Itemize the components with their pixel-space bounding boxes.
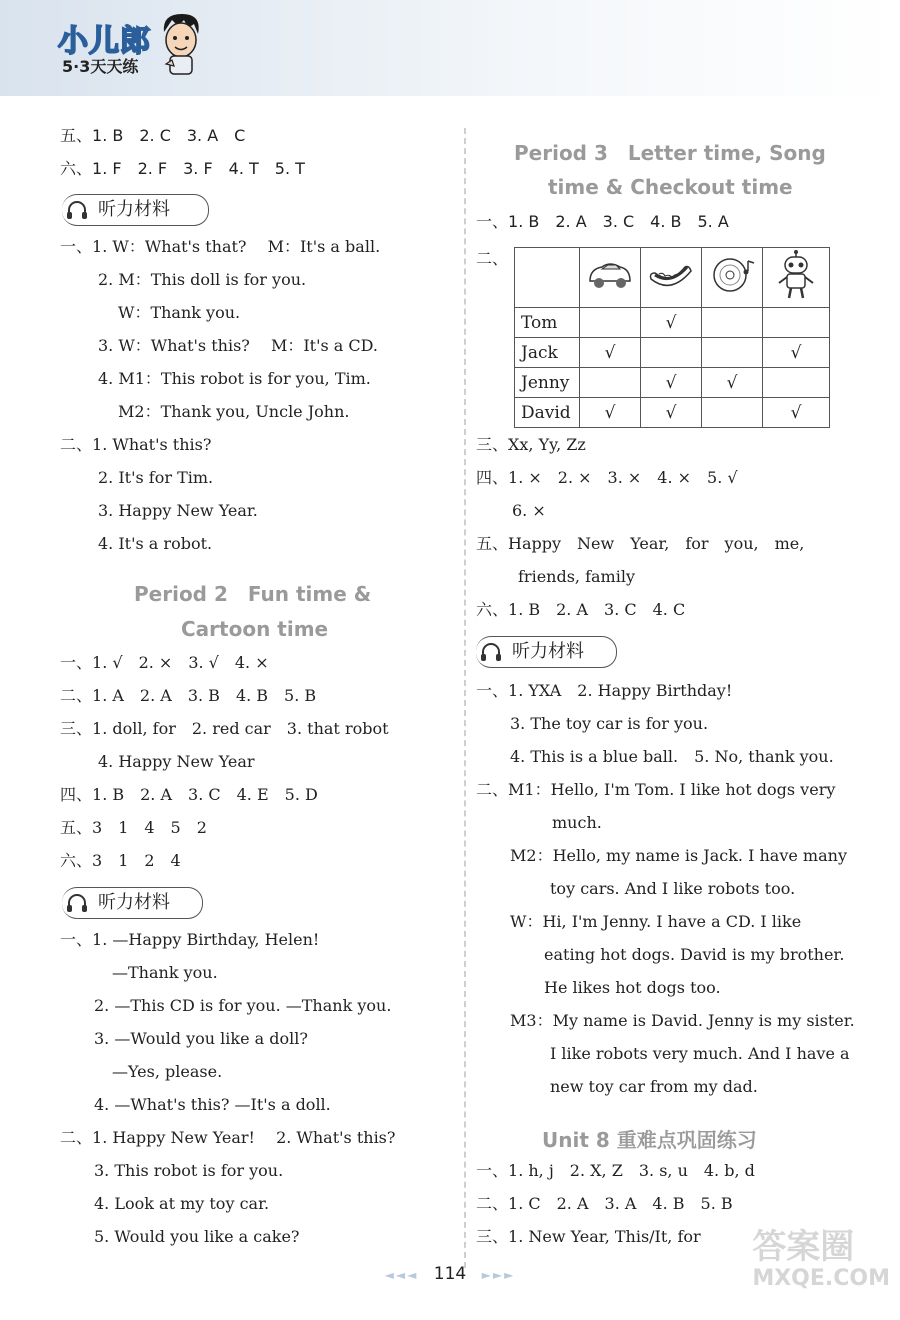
answer-text: 1. Happy New Year! 2. What's this? <box>92 1128 396 1147</box>
answer-text: 4. This is a blue ball. 5. No, thank you. <box>510 747 834 766</box>
answer-line <box>60 685 316 707</box>
answer-line <box>94 1193 269 1215</box>
answer-text: toy cars. And I like robots too. <box>550 879 796 898</box>
watermark-title: 答案圈 <box>752 1227 855 1267</box>
table-cell <box>580 308 641 338</box>
section-label: 四、 <box>60 785 93 804</box>
answer-text: 1. What's this? <box>92 435 212 454</box>
answer-line <box>118 401 349 423</box>
listening-material-tag <box>476 636 617 668</box>
section-label: 五、 <box>60 818 93 837</box>
section-label: 三、 <box>476 1227 509 1246</box>
answer-text: 1. √ 2. × 3. √ 4. × <box>92 653 269 672</box>
answer-text: W：Hi, I'm Jenny. I have a CD. I like <box>510 912 802 931</box>
answer-text: 6. × <box>512 501 546 520</box>
answer-text: 1. B 2. A 3. C 4. C <box>508 600 686 619</box>
section-label: 六、 <box>476 600 509 619</box>
answer-text: Happy New Year, for you, me, <box>508 534 805 553</box>
answer-line <box>476 779 835 801</box>
answer-line <box>60 652 269 674</box>
answer-line <box>60 817 207 839</box>
answer-line <box>60 784 318 806</box>
page-number: 114 <box>433 1264 467 1284</box>
answer-text: 1. C 2. A 3. A 4. B 5. B <box>508 1194 733 1213</box>
table-cell: √ <box>763 338 830 368</box>
answer-text: friends, family <box>518 567 635 586</box>
period-2-title: Period 2 Fun time & <box>134 582 372 606</box>
section-label: 三、 <box>60 719 93 738</box>
answer-text: M2：Hello, my name is Jack. I have many <box>510 846 847 865</box>
answer-text: M2：Thank you, Uncle John. <box>118 402 350 421</box>
table-cell <box>702 308 763 338</box>
answer-line <box>94 1160 283 1182</box>
answer-text: 4. Happy New Year <box>98 752 255 771</box>
answer-line <box>476 1226 701 1248</box>
cartoon-boy-icon <box>158 10 204 76</box>
listening-material-label: 听力材料 <box>98 892 170 913</box>
listening-material-tag <box>62 887 203 919</box>
answer-line <box>60 929 319 951</box>
headphones-icon <box>66 200 88 220</box>
answer-text: —Yes, please. <box>112 1062 223 1081</box>
answer-text: W：Thank you. <box>118 303 241 322</box>
listening-material-tag <box>62 194 209 226</box>
answer-line <box>98 500 258 522</box>
page-header <box>0 0 900 96</box>
section-label: 二、 <box>60 435 93 454</box>
table-row-name: Jack <box>515 338 580 368</box>
section-label: 二、 <box>476 780 509 799</box>
table-row-name: David <box>515 398 580 428</box>
answer-text: He likes hot dogs too. <box>544 978 721 997</box>
answer-line <box>550 1043 850 1065</box>
headphones-icon <box>66 893 88 913</box>
toy-car-icon <box>584 257 636 293</box>
headphones-icon <box>480 642 502 662</box>
answer-text: much. <box>552 813 602 832</box>
answer-text: 1. B 2. A 3. C 4. E 5. D <box>92 785 318 804</box>
table-cell: √ <box>580 338 641 368</box>
table-header-cell <box>580 248 641 308</box>
brand-logo <box>58 16 158 78</box>
answer-text: —Thank you. <box>112 963 218 982</box>
answer-text: M3：My name is David. Jenny is my sister. <box>510 1011 855 1030</box>
table-corner <box>515 248 580 308</box>
watermark-site: MXQE.COM <box>752 1266 890 1291</box>
answer-text: 4. Look at my toy car. <box>94 1194 270 1213</box>
answer-line <box>98 751 255 773</box>
answer-text: I like robots very much. And I have a <box>550 1044 850 1063</box>
answer-line <box>518 566 635 588</box>
table-row-name: Jenny <box>515 368 580 398</box>
answer-line <box>552 812 602 834</box>
column-divider <box>464 128 466 1268</box>
section-label: 一、 <box>476 1161 509 1180</box>
listening-material-label: 听力材料 <box>512 641 584 662</box>
next-arrows: ►►► <box>481 1268 516 1282</box>
brand-name: 小儿郎 <box>58 24 151 59</box>
section-label: 一、 <box>60 237 93 256</box>
answer-text: eating hot dogs. David is my brother. <box>544 945 845 964</box>
table-cell: √ <box>763 398 830 428</box>
hot-dog-icon <box>645 257 697 293</box>
unit-8-title: Unit 8 重难点巩固练习 <box>542 1128 757 1152</box>
answer-line <box>60 1127 395 1149</box>
answer-text: 3 1 2 4 <box>92 851 181 870</box>
answer-text: 1. W：What's that? M：It's a ball. <box>92 237 381 256</box>
answer-line <box>510 713 708 735</box>
watermark <box>752 1228 890 1292</box>
answer-line <box>94 1226 300 1248</box>
answer-line <box>544 944 844 966</box>
answer-text: 1. A 2. A 3. B 4. B 5. B <box>92 686 317 705</box>
answer-line <box>112 962 218 984</box>
answer-text: 1. New Year, This/It, for <box>508 1227 701 1246</box>
answer-line <box>98 467 213 489</box>
answer-line <box>112 1061 222 1083</box>
answer-line <box>550 1076 758 1098</box>
answer-line: 一、1. B 2. A 3. C 4. B 5. A <box>476 212 729 231</box>
table-header-cell <box>641 248 702 308</box>
table-body <box>515 308 830 428</box>
table-cell: √ <box>702 368 763 398</box>
table-header-cell <box>763 248 830 308</box>
cd-icon <box>706 255 758 295</box>
table-header-cell <box>702 248 763 308</box>
answer-text: 1. YXA 2. Happy Birthday! <box>508 681 733 700</box>
answer-line: 六、1. F 2. F 3. F 4. T 5. T <box>60 159 305 178</box>
section-label: 一、 <box>476 681 509 700</box>
section-label: 二、 <box>476 1194 509 1213</box>
table-cell <box>702 338 763 368</box>
section-label: 二、 <box>60 686 93 705</box>
listening-material-label: 听力材料 <box>98 199 170 220</box>
answer-text: 1. h, j 2. X, Z 3. s, u 4. b, d <box>508 1161 755 1180</box>
period-3-subtitle: time & Checkout time <box>548 175 793 199</box>
answer-line <box>476 599 685 621</box>
answer-line <box>94 995 391 1017</box>
table-cell <box>641 338 702 368</box>
answer-text: 2. —This CD is for you. —Thank you. <box>94 996 392 1015</box>
answer-text: 1. —Happy Birthday, Helen! <box>92 930 320 949</box>
table-cell <box>763 308 830 338</box>
answer-text: 2. It's for Tim. <box>98 468 214 487</box>
section-label: 五、 <box>476 534 509 553</box>
section-label: 一、 <box>60 930 93 949</box>
table-row <box>515 308 830 338</box>
answer-line <box>94 1094 331 1116</box>
answer-text: new toy car from my dad. <box>550 1077 758 1096</box>
answer-text: 5. Would you like a cake? <box>94 1227 300 1246</box>
answer-line <box>476 467 738 489</box>
table-row <box>515 368 830 398</box>
answer-text: 2. M：This doll is for you. <box>98 270 307 289</box>
table-row <box>515 338 830 368</box>
answer-text: 3. This robot is for you. <box>94 1161 284 1180</box>
section-label: 二、 <box>476 249 509 268</box>
answer-line <box>510 1010 855 1032</box>
answer-line <box>60 434 211 456</box>
checkout-table <box>514 247 830 428</box>
table-cell <box>702 398 763 428</box>
robot-icon <box>774 249 818 301</box>
answer-line <box>510 911 801 933</box>
answer-line <box>60 718 389 740</box>
prev-arrows: ◄◄◄ <box>384 1268 419 1282</box>
answer-line <box>98 533 212 555</box>
answer-line <box>98 335 378 357</box>
answer-text: 3. The toy car is for you. <box>510 714 709 733</box>
period-2-subtitle: Cartoon time <box>181 617 329 641</box>
series-name: 5·3天天练 <box>62 57 139 76</box>
answer-text: 4. It's a robot. <box>98 534 213 553</box>
table-cell <box>580 368 641 398</box>
answer-text: 3. Happy New Year. <box>98 501 258 520</box>
table-cell: √ <box>641 368 702 398</box>
section-label: 六、 <box>60 851 93 870</box>
answer-line: 五、1. B 2. C 3. A C <box>60 126 246 145</box>
table-row-name: Tom <box>515 308 580 338</box>
answer-line <box>60 236 380 258</box>
period-3-title: Period 3 Letter time, Song <box>514 141 826 165</box>
answer-line <box>550 878 795 900</box>
answer-text: 3. —Would you like a doll? <box>94 1029 308 1048</box>
section-label: 四、 <box>476 468 509 487</box>
answer-line <box>476 533 804 555</box>
section-label: 三、 <box>476 435 509 454</box>
answer-line <box>476 680 732 702</box>
answer-text: 4. M1：This robot is for you, Tim. <box>98 369 371 388</box>
answer-line <box>476 1193 733 1215</box>
answer-line <box>98 269 306 291</box>
answer-text: 3. W：What's this? M：It's a CD. <box>98 336 378 355</box>
answer-text: 3 1 4 5 2 <box>92 818 207 837</box>
table-cell: √ <box>641 398 702 428</box>
answer-text: 1. doll, for 2. red car 3. that robot <box>92 719 389 738</box>
answer-line <box>60 850 181 872</box>
answer-line <box>544 977 721 999</box>
answer-line <box>118 302 240 324</box>
answer-line <box>476 1160 755 1182</box>
answer-text: M1：Hello, I'm Tom. I like hot dogs very <box>508 780 836 799</box>
table-cell: √ <box>580 398 641 428</box>
answer-line <box>476 434 586 456</box>
answer-text: 4. —What's this? —It's a doll. <box>94 1095 331 1114</box>
answer-line <box>98 368 371 390</box>
answer-line <box>94 1028 308 1050</box>
table-row <box>515 398 830 428</box>
answer-line <box>510 746 834 768</box>
answer-text: Xx, Yy, Zz <box>508 435 586 454</box>
answer-line <box>512 500 546 522</box>
table-cell <box>763 368 830 398</box>
answer-line <box>510 845 847 867</box>
section-label: 二、 <box>60 1128 93 1147</box>
table-cell: √ <box>641 308 702 338</box>
answer-text: 1. × 2. × 3. × 4. × 5. √ <box>508 468 738 487</box>
section-label: 一、 <box>60 653 93 672</box>
